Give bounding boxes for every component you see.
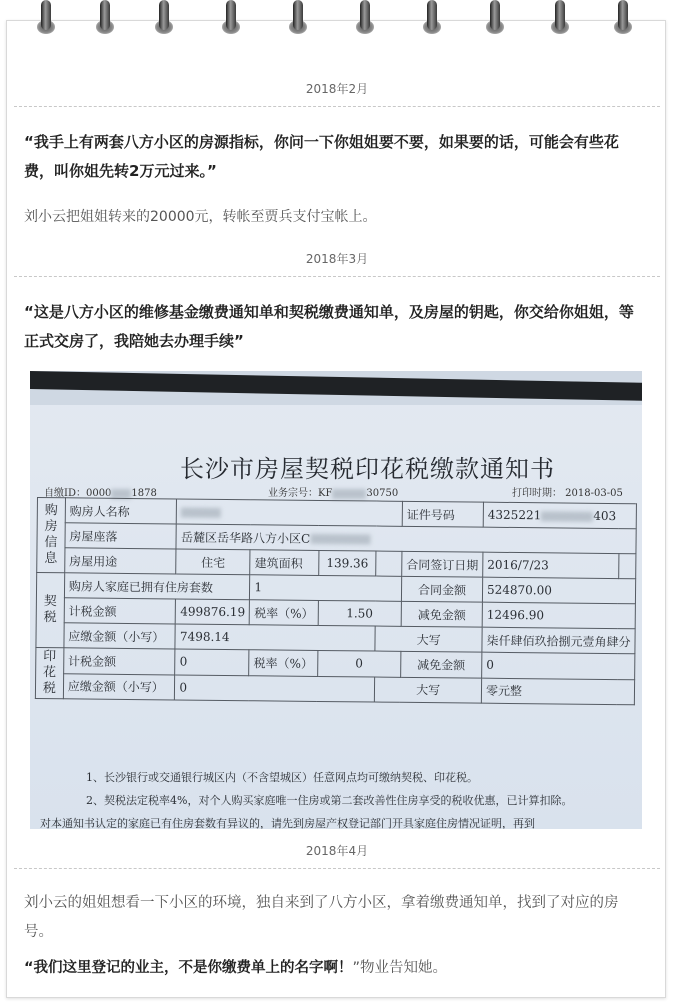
biz-no-tail: 30750 bbox=[366, 488, 399, 499]
buyer-name-label: 购房人名称 bbox=[65, 498, 177, 524]
note-line-1: 1、长沙银行或交通银行城区内（不含望城区）任意网点均可缴纳契税、印花税。 bbox=[86, 771, 478, 784]
notice-table bbox=[35, 497, 637, 705]
redaction-blur bbox=[541, 511, 593, 522]
quote-mar: “这是八方小区的维修基金缴费通知单和契税缴费通知单，及房屋的钥匙，你交给你姐姐，等正式交房了，我陪她去办理手续” bbox=[24, 303, 634, 350]
rate-label: 税率（%） bbox=[250, 600, 319, 626]
empty-cell bbox=[618, 554, 636, 579]
notice-title: 长沙市房屋契税印花税缴款通知书 bbox=[180, 455, 555, 483]
sign-date-value: 2016/7/23 bbox=[483, 552, 619, 578]
quote-feb: “我手上有两套八方小区的房源指标，你问一下你姐姐要不要，如果要的话，可能会有些花费，叫你姐先转2万元过来。” bbox=[24, 133, 619, 180]
contract-amount-label: 合同金额 bbox=[401, 576, 482, 602]
quote-apr-bold: “我们这里登记的业主，不是你缴费单上的名字啊！ bbox=[24, 960, 353, 976]
dashed-divider bbox=[14, 276, 660, 277]
quote-apr-rest: ”物业告知她。 bbox=[352, 960, 448, 976]
self-pay-id-prefix: 自缴ID：0000 bbox=[44, 488, 112, 499]
section-deed-tax: 契税 bbox=[36, 573, 65, 648]
stamp-exempt-value: 0 bbox=[482, 652, 635, 679]
address-text: 岳麓区岳华路八方小区C bbox=[180, 530, 311, 546]
section-stamp-tax: 印花税 bbox=[35, 647, 63, 698]
biz-no-prefix: KF bbox=[318, 488, 333, 499]
redaction-blur bbox=[332, 489, 366, 499]
usage-value: 住宅 bbox=[176, 549, 250, 575]
ring-icon bbox=[286, 0, 310, 38]
stamp-base-label: 计税金额 bbox=[63, 648, 175, 675]
stamp-caps-value: 零元整 bbox=[481, 678, 634, 705]
caps-value: 柒仟肆佰玖拾捌元壹角肆分 bbox=[482, 627, 635, 654]
business-number bbox=[268, 484, 398, 499]
section-buyer-info: 购房信息 bbox=[37, 498, 66, 573]
tax-base-label: 计税金额 bbox=[64, 598, 176, 624]
self-pay-id-tail: 1878 bbox=[131, 488, 157, 499]
note-line-2: 2、契税法定税率4%，对个人购买家庭唯一住房或第二套改善性住房享受的税收优惠，已计算扣除。 bbox=[86, 794, 573, 807]
print-time: 打印时期： 2018-03-05 bbox=[512, 488, 623, 499]
narration-feb: 刘小云把姐姐转来的20000元，转帐至贾兵支付宝帐上。 bbox=[24, 209, 377, 225]
date-label-feb: 2018年2月 bbox=[305, 82, 369, 96]
ring-icon bbox=[548, 0, 572, 38]
note-line-3: 对本通知书认定的家庭已有住房套数有异议的，请先到房屋产权登记部门开具家庭住房情况证明，再到 bbox=[40, 817, 535, 829]
stamp-caps-label: 大写 bbox=[375, 677, 482, 704]
stamp-rate-label: 税率（%） bbox=[249, 650, 318, 676]
date-label-apr: 2018年4月 bbox=[305, 844, 369, 858]
area-label: 建筑面积 bbox=[250, 550, 319, 576]
stamp-base-value: 0 bbox=[175, 649, 249, 675]
id-no-label: 证件号码 bbox=[402, 501, 483, 527]
ring-icon bbox=[34, 0, 58, 38]
stamp-exempt-label: 减免金额 bbox=[401, 651, 482, 677]
due-small-value: 7498.14 bbox=[175, 624, 375, 651]
id-no-prefix: 4325221 bbox=[487, 507, 542, 523]
usage-label: 房屋用途 bbox=[65, 548, 177, 574]
notice-notes bbox=[40, 766, 636, 829]
ring-icon bbox=[420, 0, 444, 38]
stamp-rate-value: 0 bbox=[317, 650, 400, 676]
houses-value: 1 bbox=[250, 575, 402, 602]
ring-icon bbox=[483, 0, 507, 38]
ring-icon bbox=[219, 0, 243, 38]
ring-icon bbox=[152, 0, 176, 38]
sign-date-label: 合同签订日期 bbox=[402, 551, 483, 577]
ring-icon bbox=[353, 0, 377, 38]
redaction-blur bbox=[181, 507, 221, 517]
redaction-blur bbox=[310, 534, 370, 545]
contract-amount-value: 524870.00 bbox=[482, 577, 635, 604]
stamp-due-value: 0 bbox=[175, 674, 375, 702]
biz-no-label: 业务宗号： bbox=[268, 488, 318, 499]
narration-apr: 刘小云的姐姐想看一下小区的环境，独自来到了八方小区，拿着缴费通知单，找到了对应的房号。 bbox=[24, 895, 619, 940]
area-value: 139.36 bbox=[318, 550, 376, 576]
id-no-tail: 403 bbox=[593, 508, 617, 524]
dashed-divider bbox=[14, 106, 660, 107]
id-no-value bbox=[483, 502, 636, 529]
exempt-value: 12496.90 bbox=[482, 602, 635, 629]
ring-icon bbox=[93, 0, 117, 38]
caps-label: 大写 bbox=[375, 626, 482, 652]
quote-apr bbox=[24, 954, 644, 983]
address-label: 房屋座落 bbox=[65, 523, 177, 549]
tax-base-value: 499876.19 bbox=[176, 599, 250, 625]
stamp-due-label: 应缴金额（小写） bbox=[63, 673, 175, 700]
ring-icon bbox=[611, 0, 635, 38]
houses-label: 购房人家庭已拥有住房套数 bbox=[64, 573, 250, 600]
date-label-mar: 2018年3月 bbox=[305, 252, 369, 266]
dashed-divider bbox=[14, 868, 660, 869]
buyer-name-value bbox=[177, 499, 403, 526]
rate-value: 1.50 bbox=[318, 600, 401, 626]
exempt-label: 减免金额 bbox=[401, 601, 482, 627]
due-small-label: 应缴金额（小写） bbox=[64, 623, 176, 649]
tax-notice-photo bbox=[30, 371, 642, 829]
empty-cell bbox=[376, 551, 402, 576]
